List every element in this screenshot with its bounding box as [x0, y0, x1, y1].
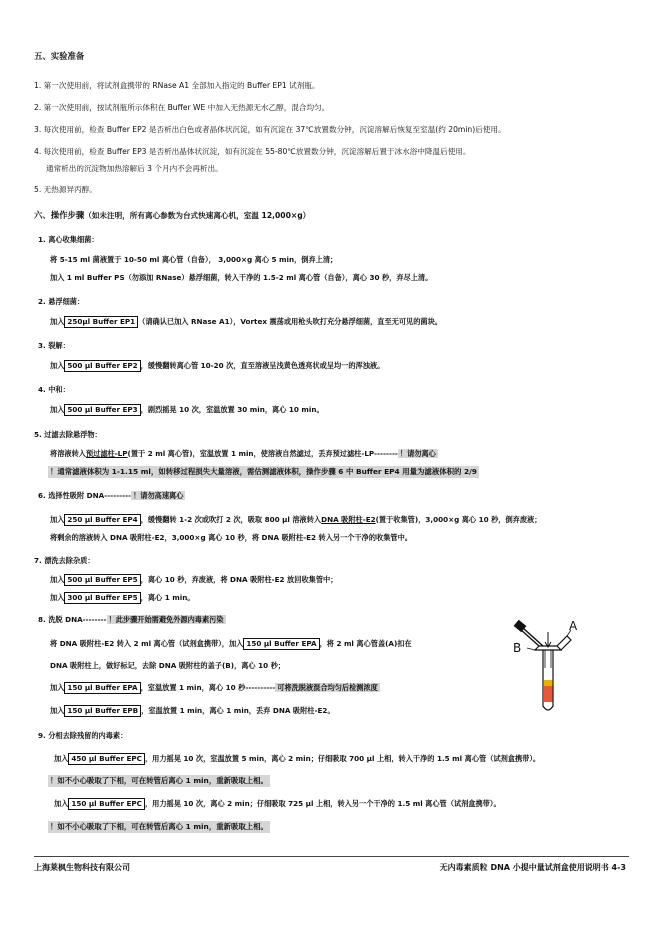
label-b: B	[513, 641, 522, 655]
buffer-epa-box-1: 150 μl Buffer EPA	[243, 638, 319, 650]
lower-phase-warning-2: ！如不小心吸取了下相，可在转管后离心 1 min，重新吸取上相。	[50, 822, 268, 831]
step-6-post: (置于收集管)，3,000×g 离心 10 秒，倒弃废液；	[375, 515, 542, 524]
section-6-title	[34, 209, 310, 222]
step-8-l4b: ，室温放置 1 min，离心 1 min，丢弃 DNA 吸附柱-E2。	[141, 706, 335, 715]
buffer-epb-box: 150 μl Buffer EPB	[64, 705, 141, 717]
step-9-l2b: ，用力摇晃 10 次，离心 2 min；仔细吸取 725 μl 上相，转入另一个干净的 1.5 ml 离心管（试剂盒携带）。	[144, 799, 501, 808]
step-8-line-1	[50, 638, 412, 650]
prep-item-1: 1. 第一次使用前，将试剂盒携带的 RNase A1 全部加入指定的 Buffer EP1 试剂瓶。	[34, 81, 320, 90]
step-2-pre: 加入	[50, 317, 65, 326]
buffer-epa-box-2: 150 μl Buffer EPA	[64, 682, 140, 694]
step-8-heading: 8. 洗脱 DNA--------	[38, 615, 107, 624]
step-3-pre: 加入	[50, 361, 65, 370]
step-8-l1b: ，将 2 ml 离心管盖(A)扣在	[319, 639, 412, 648]
prep-item-3: 3. 每次使用前，检查 Buffer EP2 是否析出白色或者晶体状沉淀，如有沉淀在 37℃放置数分钟，沉淀溶解后恢复至室温(约 20min)后使用。	[34, 125, 506, 134]
step-6-line-2: 将剩余的溶液转入 DNA 吸附柱-E2，3,000×g 离心 10 秒，将 DNA 吸附柱-E2 转入另一个干净的收集管中。	[50, 533, 412, 542]
buffer-ep4-box: 250 μl Buffer EP4	[64, 514, 140, 526]
step-8-pre-4: 加入	[50, 706, 65, 715]
step-7-post-1: ，离心 10 秒，弃废液，将 DNA 吸附柱-E2 放回收集管中；	[140, 575, 338, 584]
section-5-title: 五、实验准备	[34, 51, 85, 61]
step-6-pre: 加入	[50, 515, 65, 524]
step-2-line	[50, 316, 442, 328]
cap-b-end	[514, 620, 527, 633]
step-3-title: 3. 裂解：	[38, 341, 70, 350]
lower-phase-warning-1: ！如不小心吸取了下相，可在转管后离心 1 min，重新吸取上相。	[50, 776, 268, 785]
footer-company: 上海莱枫生物科技有限公司	[34, 863, 130, 872]
filtrate-volume-warning: ！通常滤液体积为 1-1.15 ml，如转移过程损失大量溶液，需估测滤液体积，操作步骤 6 中 Buffer EP4 用量为滤液体积的 2/9	[50, 467, 477, 476]
step-5-a: 将溶液转入	[50, 449, 86, 458]
label-a: A	[569, 619, 578, 633]
step-8-pre-3: 加入	[50, 683, 65, 692]
step-9-l1b: ，用力摇晃 10 次，室温放置 5 min，离心 2 min；仔细吸取 700 μl 上相，转入干净的 1.5 ml 离心管（试剂盒携带）。	[144, 754, 541, 763]
buffer-epc-box-2: 150 μl Buffer EPC	[68, 798, 145, 810]
buffer-ep3-box: 500 μl Buffer EP3	[64, 404, 140, 416]
dna-column-e2: DNA 吸附柱-E2	[321, 515, 376, 524]
step-8-line-4	[50, 705, 335, 717]
step-8-l1a: 将 DNA 吸附柱-E2 转入 2 ml 离心管（试剂盒携带），加入	[50, 639, 244, 648]
cap-b-handle	[519, 628, 543, 646]
step-6-line-1	[50, 514, 541, 526]
step-5-line-1	[50, 448, 438, 460]
prep-item-2: 2. 第一次使用前，按试剂瓶所示体积在 Buffer WE 中加入无热源无水乙醇，混合均匀。	[34, 103, 330, 112]
pointer-b	[527, 648, 535, 650]
buffer-ep2-box: 500 μl Buffer EP2	[64, 360, 140, 372]
column-cap-figure	[505, 618, 595, 718]
step-9-pre-2: 加入	[54, 799, 69, 808]
prep-item-4: 4. 每次使用前，检查 Buffer EP3 是否析出晶体状沉淀，如有沉淀在 55-80℃放置数分钟，沉淀溶解后置于冰水浴中降温后使用。	[34, 147, 471, 156]
step-7-title: 7. 漂洗去除杂质：	[34, 556, 95, 565]
step-9-line-2	[54, 798, 501, 810]
footer-rule	[34, 856, 629, 857]
step-7-line-1	[50, 574, 337, 586]
step-7-pre: 加入	[50, 575, 65, 584]
prep-item-4-note: 通常析出的沉淀物加热溶解后 3 个月内不会再析出。	[46, 164, 223, 173]
mix-eluate-note: 可将洗脱液混合均匀后检测浓度	[277, 683, 378, 692]
buffer-ep5-box-2: 300 μl Buffer EP5	[64, 592, 140, 604]
step-2-title: 2. 悬浮细菌：	[38, 297, 85, 306]
step-1-title: 1. 离心收集细菌：	[38, 235, 99, 244]
buffer-epc-box-1: 450 μl Buffer EPC	[68, 753, 145, 765]
step-8-line-2: DNA 吸附柱上，做好标记，去除 DNA 吸附柱的盖子(B)，离心 10 秒；	[50, 661, 285, 670]
step-8-line-3	[50, 682, 380, 694]
step-1-line-2: 加入 1 ml Buffer PS（勿添加 RNase）悬浮细菌，转入干净的 1.5-2 ml 离心管（自备），离心 30 秒，弃尽上清。	[50, 273, 433, 282]
step-8-l3b: ，室温放置 1 min，离心 10 秒----------	[140, 683, 276, 692]
step-5-title: 5. 过滤去除悬浮物：	[34, 430, 102, 439]
step-8-title	[38, 614, 226, 626]
step-9-title: 9. 分相去除残留的内毒素：	[38, 731, 128, 740]
step-7-line-2	[50, 592, 195, 604]
prefilter-column-lp: 预过滤柱-LP	[85, 449, 128, 458]
liquid-red	[544, 686, 553, 702]
step-4-post: ，剧烈摇晃 10 次，室温放置 30 min，离心 10 min。	[140, 405, 324, 414]
section-6-note: （如未注明，所有离心参数为台式快速离心机，室温 12,000×g）	[84, 211, 311, 220]
step-3-post: ，缓慢翻转离心管 10-20 次，直至溶液呈浅黄色透亮状或呈均一的浑浊液。	[140, 361, 385, 370]
step-4-line	[50, 404, 324, 416]
buffer-ep5-box-1: 500 μl Buffer EP5	[64, 574, 140, 586]
step-6-title	[38, 490, 185, 502]
step-9-pre-1: 加入	[54, 754, 69, 763]
endotoxin-warning: ！此步骤开始需避免外源内毒素污染	[108, 615, 224, 624]
step-7-post-2: ，离心 1 min。	[140, 593, 195, 602]
liquid-yellow	[544, 680, 553, 686]
step-3-line	[50, 360, 384, 372]
step-6-mid: ，缓慢翻转 1-2 次或吹打 2 次，吸取 800 μl 溶液转入	[140, 515, 322, 524]
no-centrifuge-warning: ！请勿离心	[399, 449, 436, 458]
step-7-pre-2: 加入	[50, 593, 65, 602]
step-4-pre: 加入	[50, 405, 65, 414]
buffer-ep1-box: 250μl Buffer EP1	[64, 316, 138, 328]
step-4-title: 4. 中和：	[38, 385, 70, 394]
step-1-line-1: 将 5-15 ml 菌液置于 10-50 ml 离心管（自备）， 3,000×g 离心 5 min，倒弃上清；	[50, 255, 338, 264]
no-high-speed-warning: ！请勿高速离心	[133, 491, 184, 500]
prep-item-5: 5. 无热源异丙醇。	[34, 185, 97, 194]
section-6-heading: 六、操作步骤	[34, 210, 85, 220]
step-6-heading: 6. 选择性吸附 DNA---------	[38, 491, 132, 500]
step-9-line-1	[54, 753, 540, 765]
step-2-post: （请确认已加入 RNase A1），Vortex 震荡或用枪头吹打充分悬浮细菌，直至无可见的菌块。	[138, 317, 442, 326]
footer-manual-title: 无内毒素质粒 DNA 小提中量试剂盒使用说明书 4-3	[439, 863, 626, 872]
step-5-b: (置于 2 ml 离心管)，室温放置 1 min，使溶液自然滤过，丢弃预过滤柱-LP--------	[127, 449, 398, 458]
